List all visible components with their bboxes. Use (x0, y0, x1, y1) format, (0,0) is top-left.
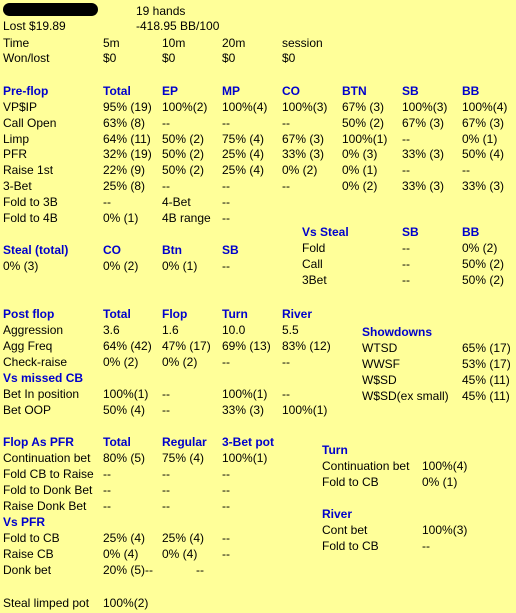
showdowns-label: WTSD (362, 341, 398, 355)
flop-as-pfr-label: Fold CB to Raise (3, 467, 94, 481)
preflop-cell: 100%(4) (462, 100, 508, 114)
preflop-cell: 100%(1) (342, 131, 388, 146)
vs-steal-cell: 50% (2) (462, 273, 505, 287)
preflop-cell: 63% (8) (103, 115, 146, 130)
preflop-cell: 33% (3) (462, 179, 505, 193)
flop-as-pfr-cell: -- (162, 483, 170, 497)
steal-limped-pot-cell: 100%(2) (103, 596, 149, 610)
river-cell: -- (422, 539, 430, 553)
flop-as-pfr-cell: -- (103, 483, 111, 497)
preflop-cell: -- (282, 115, 290, 130)
preflop-cell: -- (162, 115, 170, 130)
preflop-row-label: 3-Bet (3, 179, 32, 193)
preflop-row-label: Raise 1st (3, 163, 54, 178)
postflop-label: Aggression (3, 323, 64, 337)
flop-as-pfr-header: Total (103, 435, 131, 449)
vs-pfr-label: Raise CB (3, 547, 54, 561)
preflop-header: Total (103, 84, 131, 98)
preflop-header: CO (282, 84, 300, 98)
vs-steal-cell: -- (402, 273, 410, 287)
steal-header: CO (103, 243, 121, 257)
preflop-cell: 50% (2) (342, 115, 385, 130)
postflop-label: Check-raise (3, 355, 68, 369)
vs-pfr-cell: 0% (4) (162, 547, 198, 561)
preflop-cell: -- (282, 179, 290, 193)
river-label: Fold to CB (322, 539, 379, 553)
turn-label: Continuation bet (322, 459, 410, 473)
preflop-cell: 25% (4) (222, 147, 265, 162)
vs-pfr-cell: -- (222, 547, 230, 561)
vs-steal-header: SB (402, 225, 419, 239)
preflop-cell: 4B range (162, 210, 211, 225)
preflop-cell: 33% (3) (282, 147, 325, 162)
preflop-cell: 22% (9) (103, 163, 146, 178)
preflop-cell: 0% (1) (103, 210, 139, 225)
flop-as-pfr-cell: -- (103, 467, 111, 481)
vs-pfr-cell: -- (222, 531, 230, 545)
river-cell: 100%(3) (422, 523, 468, 537)
preflop-cell: 33% (3) (402, 147, 445, 162)
summary-cell: Time (3, 36, 30, 50)
showdowns-cell: 45% (11) (462, 389, 510, 403)
steal-cell: -- (222, 259, 230, 273)
flop-as-pfr-label: Fold to Donk Bet (3, 483, 93, 497)
steal-limped-pot-label: Steal limped pot (3, 596, 90, 610)
flop-as-pfr-cell: -- (222, 483, 230, 497)
vs-steal-label: 3Bet (302, 273, 327, 287)
postflop-cell: -- (282, 355, 290, 369)
vs-missed-cb-cell: 50% (4) (103, 403, 146, 417)
preflop-row-label: PFR (3, 147, 27, 162)
postflop-cell: 64% (42) (103, 339, 152, 353)
preflop-row-label: VP$IP (3, 100, 38, 114)
preflop-cell: 33% (3) (402, 179, 445, 193)
vs-missed-cb-cell: 100%(1) (222, 387, 268, 401)
flop-as-pfr-cell: -- (222, 467, 230, 481)
preflop-cell: 67% (3) (282, 131, 325, 146)
flop-as-pfr-cell: -- (162, 467, 170, 481)
turn-label: Fold to CB (322, 475, 379, 489)
steal-header: SB (222, 243, 239, 257)
summary-cell: $0 (282, 51, 296, 65)
postflop-cell: -- (222, 355, 230, 369)
preflop-cell: 0% (2) (342, 179, 378, 193)
postflop-header: Post flop (3, 307, 55, 321)
preflop-cell: 25% (8) (103, 179, 146, 193)
postflop-header: River (282, 307, 313, 321)
flop-as-pfr-header: 3-Bet pot (222, 435, 274, 449)
flop-as-pfr-header: Regular (162, 435, 207, 449)
postflop-cell: 83% (12) (282, 339, 331, 353)
preflop-cell: 100%(4) (222, 100, 268, 114)
preflop-cell: 100%(3) (402, 100, 448, 114)
summary-cell: $0 (162, 51, 176, 65)
preflop-cell: 0% (3) (342, 147, 378, 162)
vs-steal-label: Fold (302, 241, 326, 255)
preflop-cell: 32% (19) (103, 147, 152, 162)
preflop-cell: -- (222, 210, 230, 225)
preflop-cell: -- (222, 179, 230, 193)
preflop-cell: 67% (3) (342, 100, 385, 114)
summary-cell: Lost $19.89 (3, 19, 66, 33)
river-label: Cont bet (322, 523, 368, 537)
flop-as-pfr-label: Continuation bet (3, 451, 91, 465)
postflop-cell: 1.6 (162, 323, 179, 337)
showdowns-cell: 65% (17) (462, 341, 511, 355)
summary-cell: 5m (103, 36, 120, 50)
preflop-cell: 67% (3) (402, 115, 445, 130)
preflop-cell: -- (222, 194, 230, 209)
summary-cell: 19 hands (136, 4, 186, 18)
vs-missed-cb-cell: 100%(1) (282, 403, 328, 417)
preflop-cell: 50% (4) (462, 147, 505, 162)
preflop-cell: 0% (1) (462, 131, 498, 146)
summary-cell: $0 (222, 51, 236, 65)
preflop-header: SB (402, 84, 419, 98)
postflop-header: Flop (162, 307, 188, 321)
postflop-header: Turn (222, 307, 248, 321)
steal-cell: 0% (1) (162, 259, 198, 273)
vs-steal-header: BB (462, 225, 480, 239)
vs-missed-cb-label: Bet OOP (3, 403, 52, 417)
preflop-header: BTN (342, 84, 367, 98)
postflop-cell: 0% (2) (103, 355, 139, 369)
postflop-cell: 47% (17) (162, 339, 211, 353)
vs-pfr-cell: 0% (4) (103, 547, 139, 561)
preflop-cell: -- (462, 163, 470, 178)
summary-cell: $0 (103, 51, 117, 65)
river-header: River (322, 507, 353, 521)
turn-header: Turn (322, 443, 348, 457)
preflop-cell: 50% (2) (162, 163, 205, 178)
preflop-cell: 50% (2) (162, 131, 205, 146)
flop-as-pfr-label: Raise Donk Bet (3, 499, 87, 513)
preflop-cell: 95% (19) (103, 100, 152, 114)
summary-cell: Won/lost (3, 51, 50, 65)
preflop-cell: -- (222, 115, 230, 130)
steal-cell: 0% (2) (103, 259, 139, 273)
preflop-row-label: Call Open (3, 115, 57, 130)
preflop-cell: 100%(3) (282, 100, 328, 114)
vs-missed-cb-label: Bet In position (3, 387, 80, 401)
flop-as-pfr-header: Flop As PFR (3, 435, 74, 449)
showdowns-label: WWSF (362, 357, 400, 371)
summary-cell: 20m (222, 36, 246, 50)
preflop-cell: -- (162, 179, 170, 193)
vs-missed-cb-header: Vs missed CB (3, 371, 84, 385)
vs-pfr-header: Vs PFR (3, 515, 46, 529)
preflop-cell: 0% (2) (282, 163, 318, 178)
showdowns-label: W$SD(ex small) (362, 389, 449, 403)
summary-cell: -418.95 BB/100 (136, 19, 220, 33)
steal-cell: 0% (3) (3, 259, 39, 273)
preflop-cell: 4-Bet (162, 194, 191, 209)
preflop-row-label: Limp (3, 131, 30, 146)
preflop-cell: 0% (1) (342, 163, 378, 178)
preflop-header: EP (162, 84, 179, 98)
vs-steal-label: Call (302, 257, 323, 271)
postflop-label: Agg Freq (3, 339, 53, 353)
flop-as-pfr-cell: 75% (4) (162, 451, 205, 465)
preflop-cell: 25% (4) (222, 163, 265, 178)
vs-pfr-cell: -- (196, 563, 204, 577)
flop-as-pfr-cell: -- (103, 499, 111, 513)
vs-steal-cell: 50% (2) (462, 257, 505, 271)
preflop-header: BB (462, 84, 480, 98)
vs-missed-cb-cell: 100%(1) (103, 387, 149, 401)
preflop-row-label: Fold to 3B (3, 194, 58, 209)
summary-cell: 10m (162, 36, 186, 50)
postflop-cell: 3.6 (103, 323, 120, 337)
postflop-cell: 69% (13) (222, 339, 271, 353)
vs-steal-cell: 0% (2) (462, 241, 498, 255)
flop-as-pfr-cell: 80% (5) (103, 451, 146, 465)
preflop-header: MP (222, 84, 240, 98)
preflop-cell: 50% (2) (162, 147, 205, 162)
preflop-cell: 64% (11) (103, 131, 151, 146)
summary-cell: session (282, 36, 323, 50)
flop-as-pfr-cell: -- (162, 499, 170, 513)
preflop-cell: -- (402, 163, 410, 178)
vs-pfr-cell: 25% (4) (103, 531, 146, 545)
preflop-cell: 75% (4) (222, 131, 265, 146)
redacted-player-name (3, 3, 98, 16)
postflop-header: Total (103, 307, 131, 321)
postflop-cell: 10.0 (222, 323, 246, 337)
preflop-cell: 67% (3) (462, 115, 505, 130)
vs-steal-cell: -- (402, 257, 410, 271)
vs-pfr-cell: 20% (5)-- (103, 563, 154, 577)
showdowns-cell: 53% (17) (462, 357, 511, 371)
vs-steal-header: Vs Steal (302, 225, 349, 239)
preflop-row-label: Fold to 4B (3, 210, 58, 225)
postflop-cell: 0% (2) (162, 355, 198, 369)
showdowns-label: W$SD (362, 373, 397, 387)
preflop-cell: -- (402, 131, 410, 146)
turn-cell: 100%(4) (422, 459, 468, 473)
steal-header: Btn (162, 243, 182, 257)
steal-header: Steal (total) (3, 243, 69, 257)
postflop-cell: 5.5 (282, 323, 299, 337)
preflop-cell: -- (103, 194, 111, 209)
vs-missed-cb-cell: -- (162, 403, 170, 417)
flop-as-pfr-cell: 100%(1) (222, 451, 268, 465)
vs-pfr-label: Fold to CB (3, 531, 60, 545)
flop-as-pfr-cell: -- (222, 499, 230, 513)
vs-missed-cb-cell: -- (162, 387, 170, 401)
preflop-cell: 100%(2) (162, 100, 208, 114)
vs-missed-cb-cell: -- (282, 387, 290, 401)
showdowns-header: Showdowns (362, 325, 432, 339)
turn-cell: 0% (1) (422, 475, 458, 489)
vs-pfr-cell: 25% (4) (162, 531, 205, 545)
showdowns-cell: 45% (11) (462, 373, 510, 387)
vs-pfr-label: Donk bet (3, 563, 52, 577)
vs-missed-cb-cell: 33% (3) (222, 403, 265, 417)
vs-steal-cell: -- (402, 241, 410, 255)
preflop-header: Pre-flop (3, 84, 49, 98)
